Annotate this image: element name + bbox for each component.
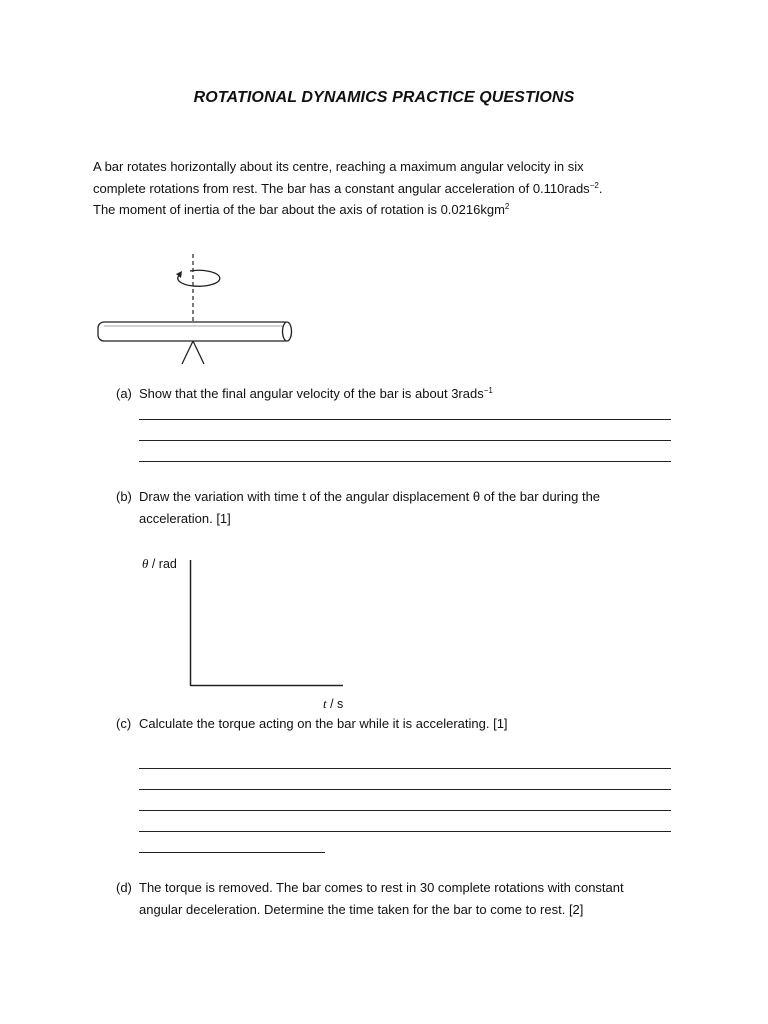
intro-paragraph [93,156,602,221]
answer-line[interactable] [139,831,671,832]
rotating-bar-diagram [90,250,300,370]
question-d-text: The torque is removed. The bar comes to rest in 30 complete rotations with constant angular deceleration. Determine the time taken for the bar to come to rest. [2] [139,880,624,917]
intro-line-3: The moment of inertia of the bar about the axis of rotation is 0.0216kgm$^2$ [93,202,510,217]
pivot-left [182,341,193,364]
bar-body [98,322,290,341]
answer-line[interactable] [139,440,671,441]
intro-line-1: A bar rotates horizontally about its centre, reaching a maximum angular velocity in six [93,159,584,174]
question-c-text: Calculate the torque acting on the bar while it is accelerating. [1] [139,716,508,731]
question-a-text: Show that the final angular velocity of the bar is about 3rads$^{-1}$ [139,386,493,401]
question-b-label: (b) [116,489,132,504]
pivot-right [193,341,204,364]
answer-line[interactable] [139,419,671,420]
graph-axes[interactable] [185,555,350,695]
intro-line-2: complete rotations from rest. The bar has a constant angular acceleration of 0.110rads$^{-2}$. [93,180,603,196]
graph-x-label: t / s [323,696,344,711]
question-c-label: (c) [116,716,132,731]
question-b-text: Draw the variation with time t of the angular displacement θ of the bar during the acceleration. [1] [139,489,601,526]
answer-line[interactable] [139,789,671,790]
answer-line[interactable] [139,461,671,462]
answer-line[interactable] [139,852,325,853]
graph-y-label: θ / rad [142,556,177,571]
answer-line[interactable] [139,768,671,769]
answer-line[interactable] [139,810,671,811]
bar-end [283,322,292,341]
rotation-arrow [178,270,220,286]
question-d-label: (d) [116,880,132,895]
page-title: ROTATIONAL DYNAMICS PRACTICE QUESTIONS [193,89,575,106]
question-a-label: (a) [116,386,132,401]
rotation-arrowhead [176,271,182,278]
